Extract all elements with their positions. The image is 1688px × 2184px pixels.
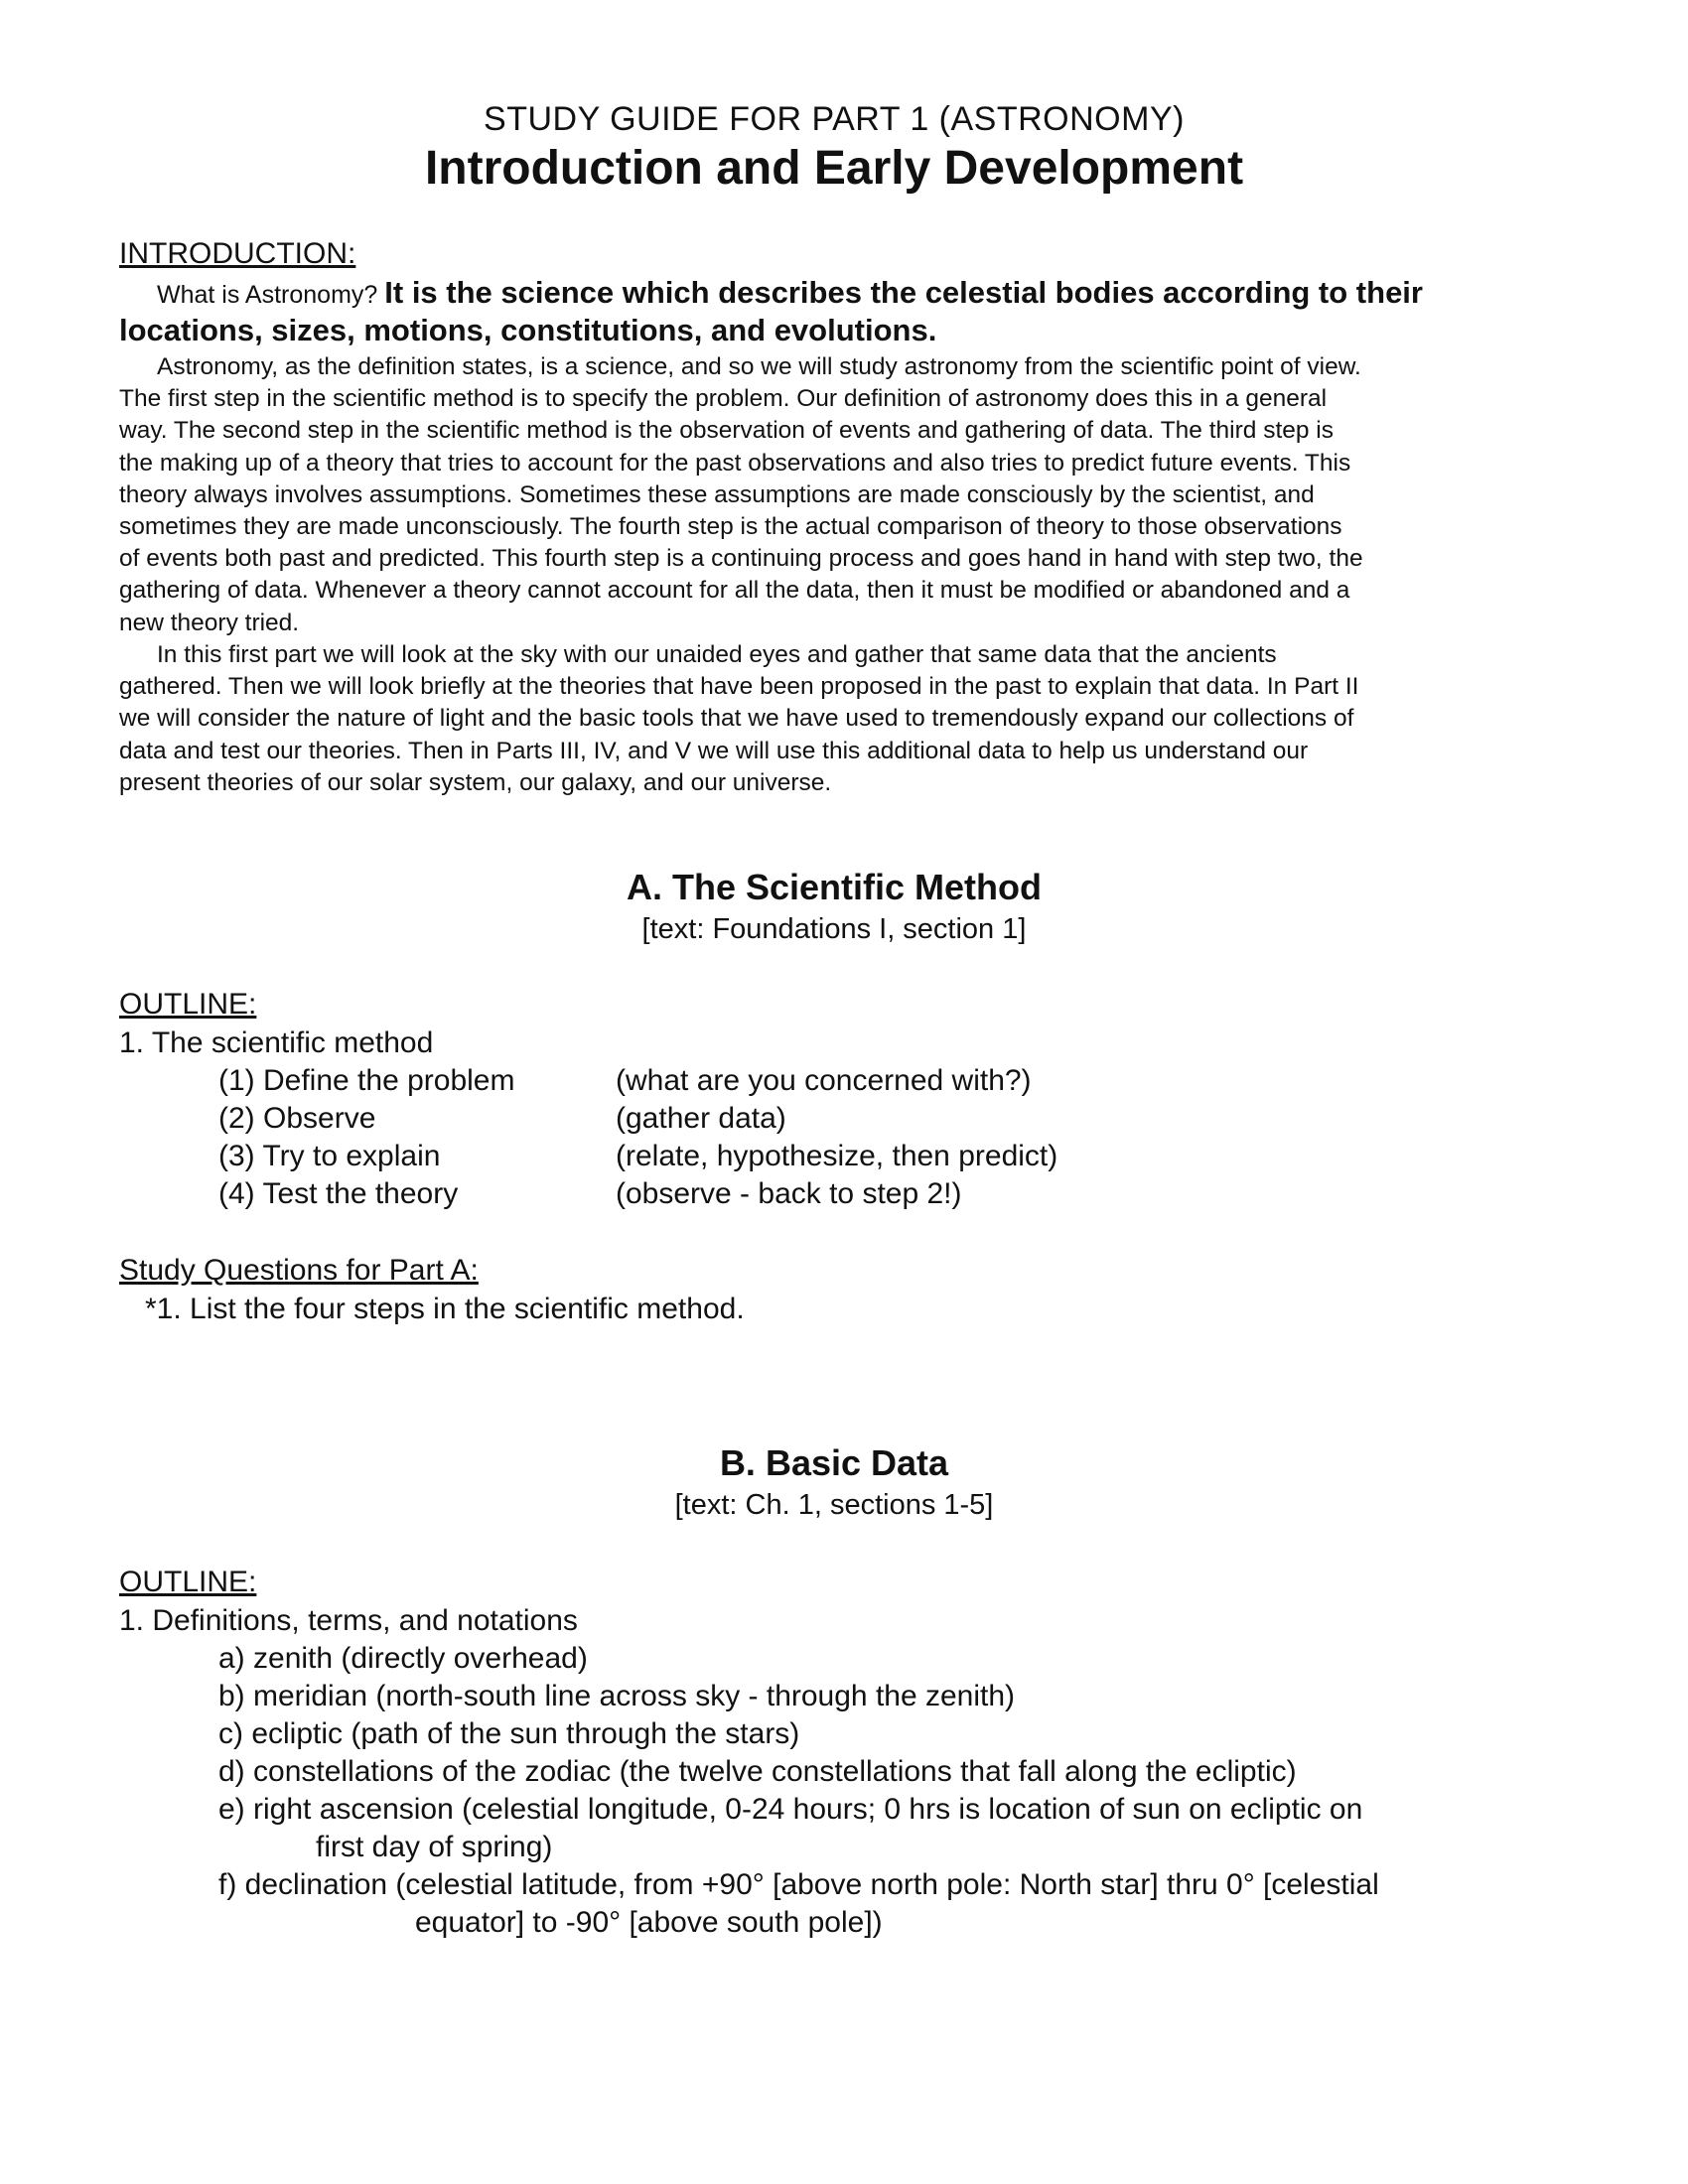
definition-item: e) right ascension (celestial longitude, 0-24 hours; 0 hrs is location of sun on ecliptic on: [218, 1793, 1363, 1826]
definition-item: f) declination (celestial latitude, from +90° [above north pole: North star] thru 0° [celestial: [218, 1868, 1379, 1901]
definition-item: b) meridian (north-south line across sky - through the zenith): [218, 1680, 1016, 1712]
method-step: (1) Define the problem: [218, 1064, 515, 1097]
guide-subtitle: STUDY GUIDE FOR PART 1 (ASTRONOMY): [484, 100, 1185, 138]
definition-answer-line2: locations, sizes, motions, constitutions, and evolutions.: [119, 313, 937, 347]
paragraph-line: way. The second step in the scientific method is the observation of events and gathering of data. The third step is: [119, 417, 1335, 445]
method-step-note: (gather data): [616, 1102, 786, 1135]
section-b-outline-item: 1. Definitions, terms, and notations: [119, 1604, 578, 1637]
definition-item-continued: first day of spring): [316, 1831, 553, 1863]
definition-item: a) zenith (directly overhead): [218, 1642, 588, 1675]
method-step: (4) Test the theory: [218, 1177, 459, 1210]
method-step-note: (relate, hypothesize, then predict): [616, 1140, 1058, 1172]
study-questions-label: Study Questions for Part A:: [119, 1254, 479, 1287]
paragraph-line: of events both past and predicted. This fourth step is a continuing process and goes hand in hand with step two, the: [119, 545, 1363, 573]
section-b-reference: [text: Ch. 1, sections 1-5]: [674, 1489, 994, 1521]
paragraph-line: gathered. Then we will look briefly at the theories that have been proposed in the past to explain that data. In Part II: [119, 673, 1359, 701]
section-a-outline-label: OUTLINE:: [119, 988, 257, 1021]
introduction-paragraph-2: [119, 639, 1549, 799]
section-b-outline-label: OUTLINE:: [119, 1566, 257, 1598]
paragraph-line: data and test our theories. Then in Parts III, IV, and V we will use this additional data to help us understand our: [119, 737, 1309, 764]
definition-item: c) ecliptic (path of the sun through the stars): [218, 1717, 800, 1750]
paragraph-line: The first step in the scientific method is to specify the problem. Our definition of astronomy does this in a general: [119, 385, 1328, 413]
definition-item: d) constellations of the zodiac (the twelve constellations that fall along the ecliptic): [218, 1755, 1297, 1788]
definition-answer-line1: It is the science which describes the celestial bodies according to their: [384, 275, 1423, 310]
paragraph-line: new theory tried.: [119, 609, 300, 636]
paragraph-line: present theories of our solar system, our galaxy, and our universe.: [119, 768, 832, 796]
paragraph-line: In this first part we will look at the sky with our unaided eyes and gather that same data that the ancients: [157, 641, 1277, 668]
paragraph-line: Astronomy, as the definition states, is a science, and so we will study astronomy from the scientific point of view.: [157, 353, 1361, 380]
method-step: (2) Observe: [218, 1102, 376, 1135]
study-question: *1. List the four steps in the scientific method.: [145, 1293, 745, 1325]
definition-question: What is Astronomy?: [157, 281, 378, 309]
paragraph-line: theory always involves assumptions. Sometimes these assumptions are made consciously by the scientist, and: [119, 480, 1315, 508]
method-step: (3) Try to explain: [218, 1140, 441, 1172]
method-step-note: (what are you concerned with?): [616, 1064, 1032, 1097]
section-a-reference: [text: Foundations I, section 1]: [641, 913, 1027, 945]
section-a-title: A. The Scientific Method: [626, 867, 1043, 907]
section-b-title: B. Basic Data: [719, 1442, 949, 1483]
method-step-note: (observe - back to step 2!): [616, 1177, 962, 1210]
introduction-paragraph-1: [119, 351, 1549, 639]
definition-block: [119, 274, 1549, 347]
section-a-outline-item: 1. The scientific method: [119, 1026, 434, 1059]
definition-item-continued: equator] to -90° [above south pole]): [415, 1906, 883, 1939]
introduction-heading: INTRODUCTION:: [119, 237, 356, 270]
paragraph-line: sometimes they are made unconsciously. The fourth step is the actual comparison of theory to those observations: [119, 513, 1342, 541]
paragraph-line: the making up of a theory that tries to account for the past observations and also tries to predict future events. This: [119, 449, 1351, 477]
paragraph-line: we will consider the nature of light and the basic tools that we have used to tremendously expand our collections of: [119, 705, 1354, 733]
guide-title: Introduction and Early Development: [424, 142, 1244, 195]
paragraph-line: gathering of data. Whenever a theory cannot account for all the data, then it must be modified or abandoned and a: [119, 577, 1350, 605]
